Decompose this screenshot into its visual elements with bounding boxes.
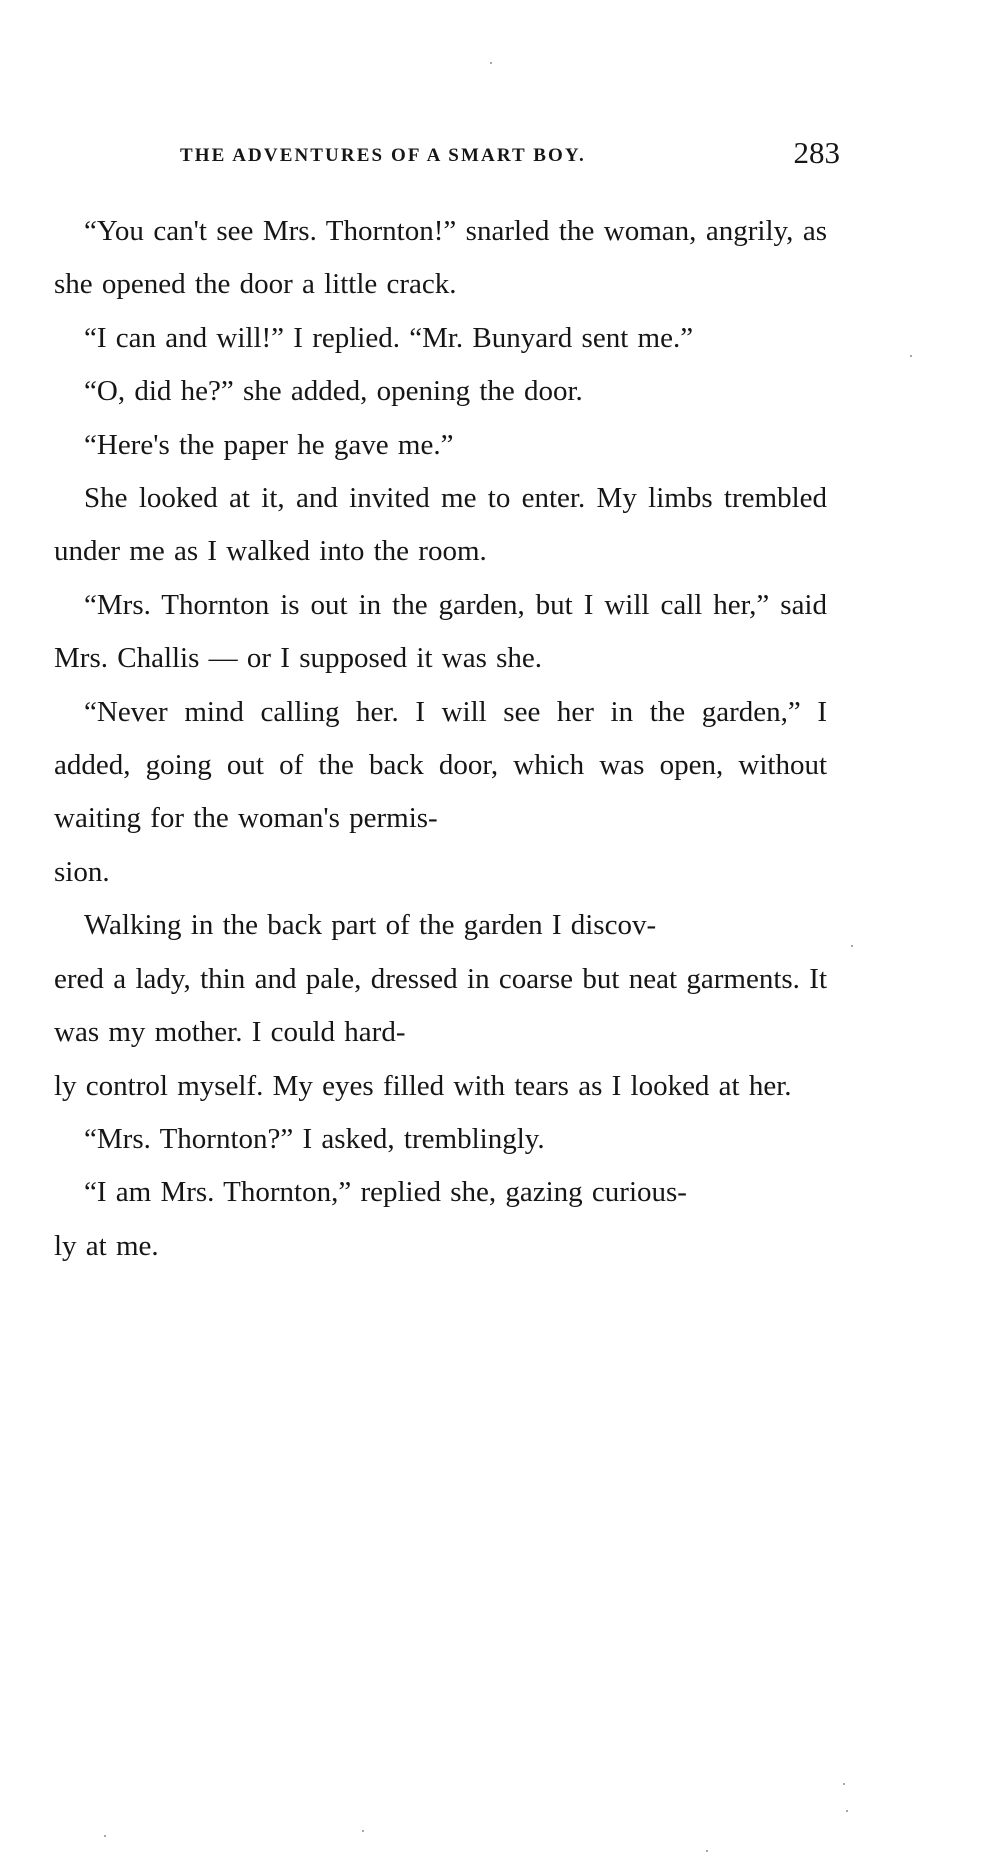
paragraph-9: “Mrs. Thornton?” I asked, tremblingly. — [84, 1122, 545, 1155]
paper-speck — [362, 1830, 364, 1832]
paragraph-7: “Never mind calling her. I will see her in the garden,” I added, going out of the back door, which was open, without waiting for the woman's permis- sion. — [54, 695, 827, 888]
paragraph-8: Walking in the back part of the garden I discov- ered a lady, thin and pale, dressed in coarse but neat garments. It was my mother. I could hard- ly control myself. My eyes filled with tears as I looked at her. — [54, 909, 827, 1102]
paper-speck — [910, 355, 912, 357]
paragraph-4: “Here's the paper he gave me.” — [84, 428, 454, 461]
paragraph-3: “O, did he?” she added, opening the door. — [84, 375, 583, 408]
paragraph-1: “You can't see Mrs. Thornton!” snarled the woman, angrily, as she opened the door a little crack. — [54, 215, 827, 301]
paragraph-6: “Mrs. Thornton is out in the garden, but I will call her,” said Mrs. Challis — or I supposed it was she. — [54, 588, 827, 675]
paragraph-2: “I can and will!” I replied. “Mr. Bunyard sent me.” — [84, 321, 694, 354]
page-number: 283 — [793, 135, 840, 170]
body-text — [54, 205, 827, 1273]
paper-speck — [490, 62, 492, 64]
paper-speck — [104, 1835, 106, 1837]
running-head — [180, 135, 840, 175]
paper-speck — [843, 1783, 845, 1785]
paper-speck — [846, 1810, 848, 1812]
paragraph-5: She looked at it, and invited me to enter. My limbs trembled under me as I walked into the room. — [54, 482, 827, 568]
paragraph-10: “I am Mrs. Thornton,” replied she, gazing curious- ly at me. — [54, 1176, 687, 1262]
paper-speck — [851, 945, 853, 947]
running-head-title: THE ADVENTURES OF A SMART BOY. — [180, 145, 586, 166]
